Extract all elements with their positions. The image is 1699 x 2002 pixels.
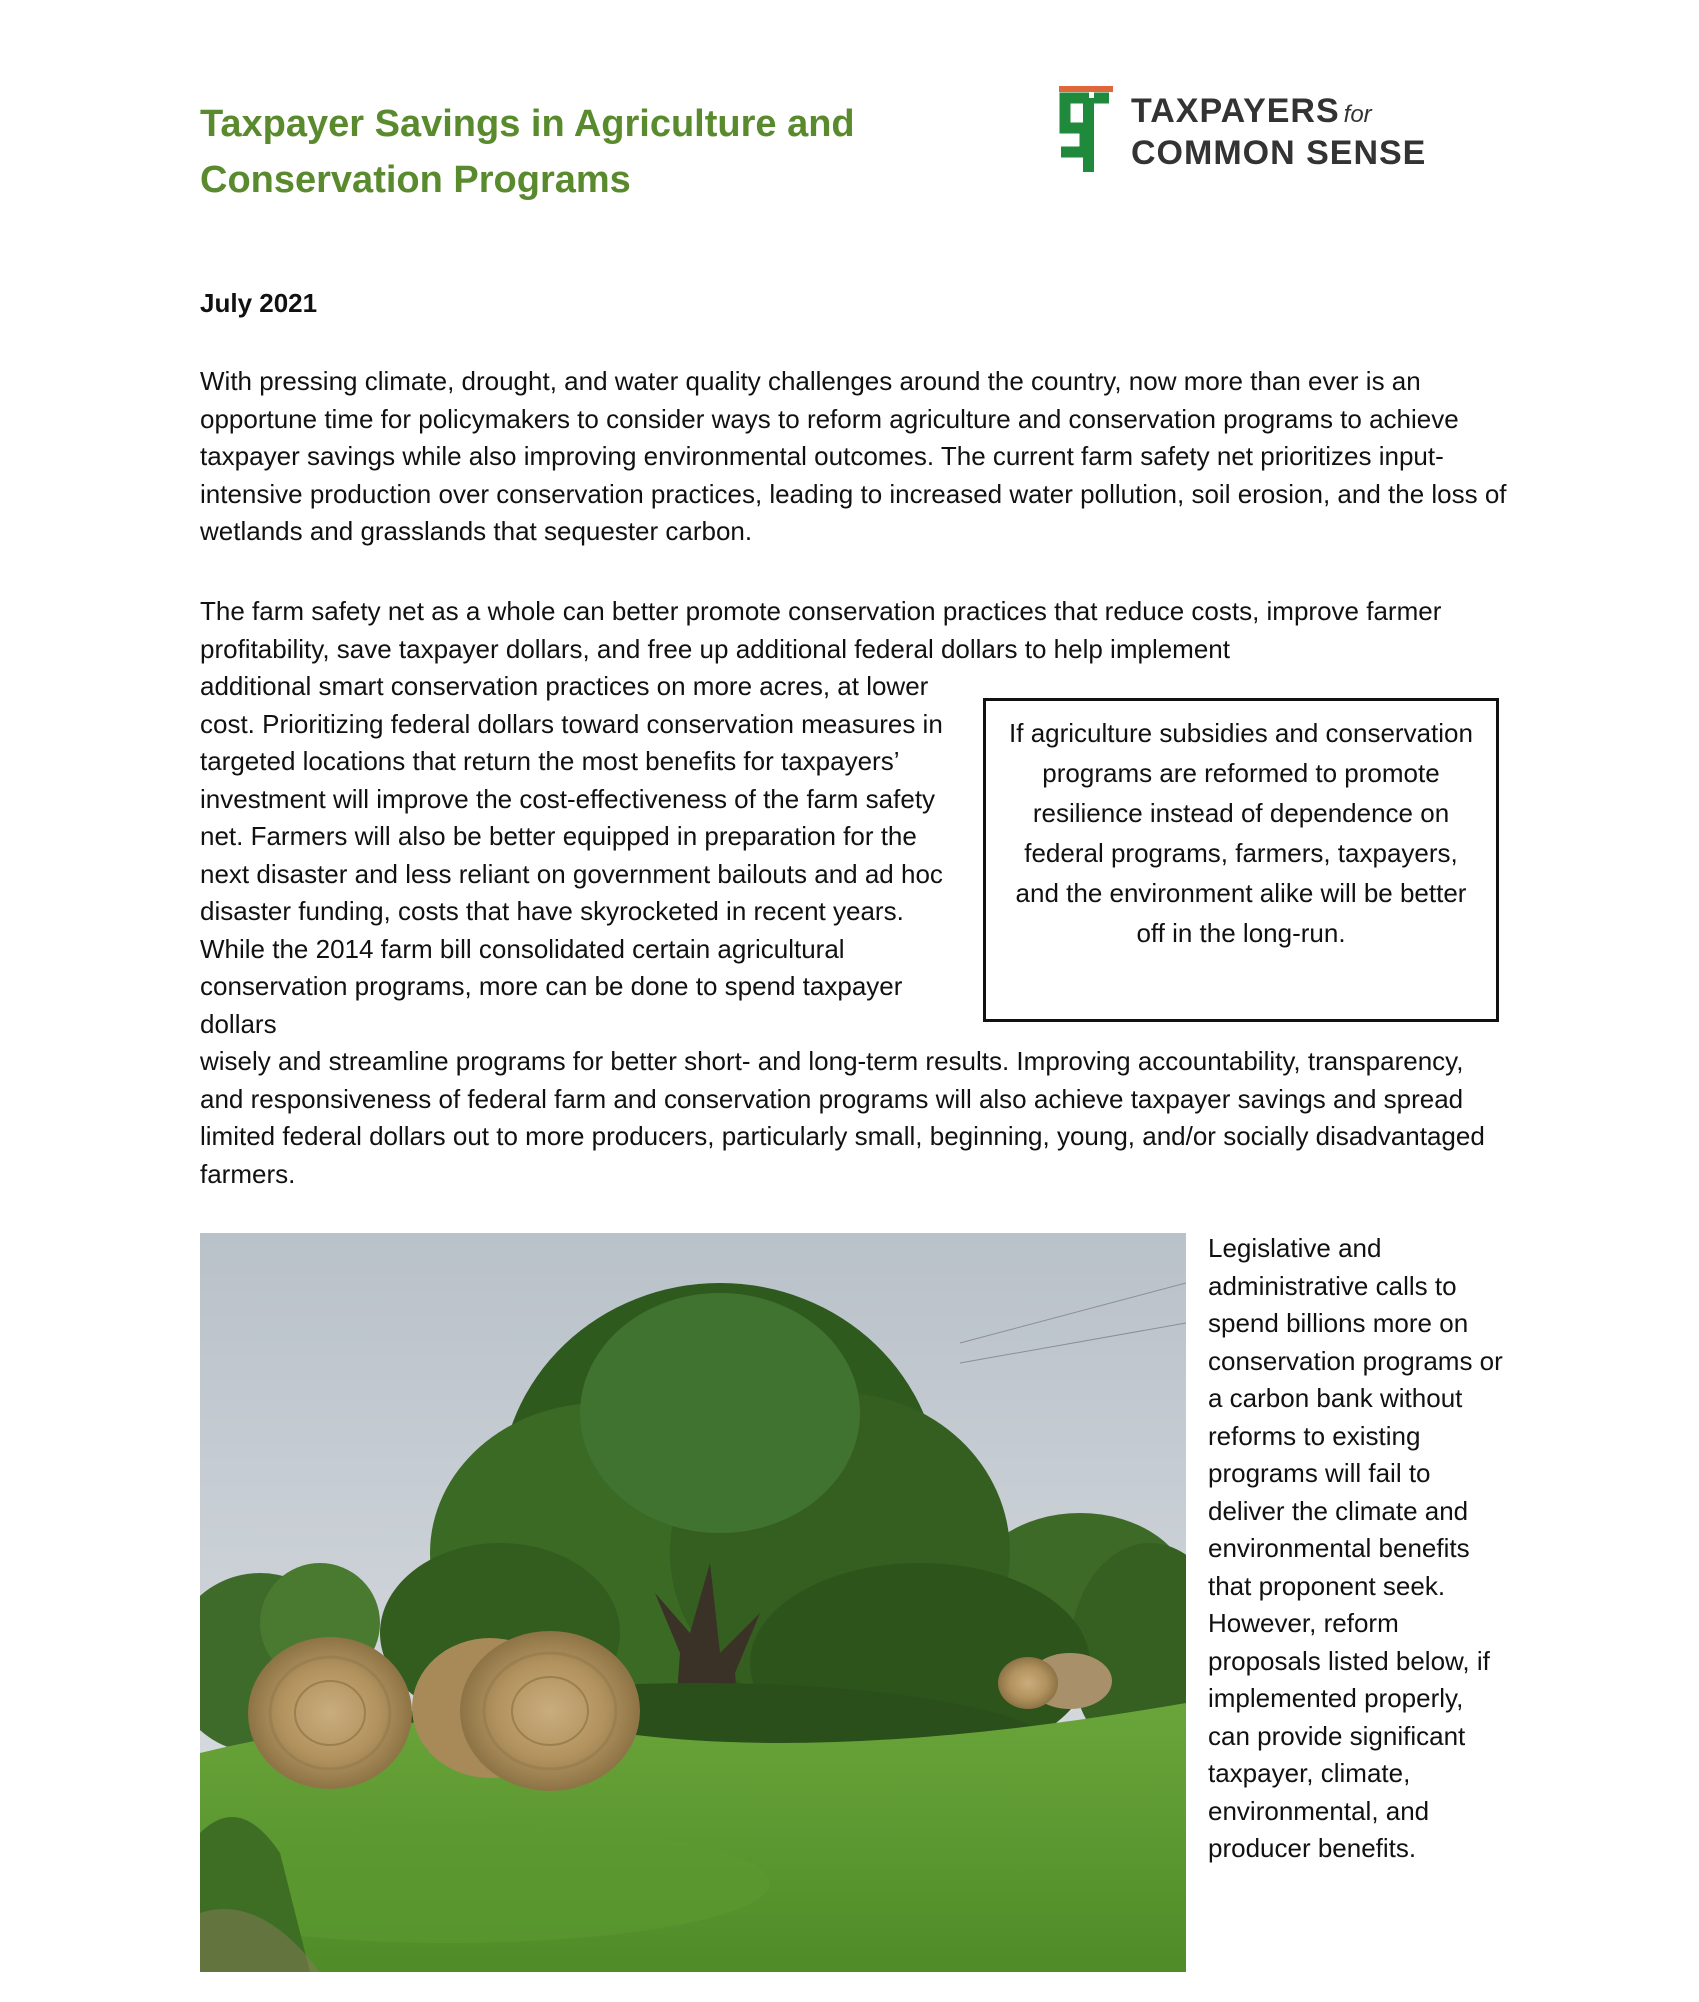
paragraph-2-part-2: additional smart conservation practices on more acres, at lower cost. Prioritizing federal dollars toward conservation measures in targeted locations that return the most benefits for taxpayers’ investment will improve the cost-effectiveness of the farm safety net. Farmers will also be better equipped in preparation for the next disaster and less reliant on government bailouts and ad hoc disaster funding, costs that have skyrocketed in recent years. While the 2014 farm bill consolidated certain agricultural conservation programs, more can be done to spend taxpayer dollars [200, 671, 943, 1039]
taxpayers-for-common-sense-logo [1055, 86, 1475, 176]
logo-line-2: COMMON SENSE [1131, 134, 1427, 172]
publication-date: July 2021 [200, 288, 318, 318]
logo-wordmark [1131, 92, 1426, 172]
pull-quote-box: If agriculture subsidies and conservation programs are reformed to promote resilience instead of dependence on federal programs, farmers, taxpayers, and the environment alike will be better off in the long-run. [983, 698, 1499, 1022]
logo-line-1: TAXPAYERS for [1131, 92, 1372, 130]
sidebar-paragraph: Legislative and administrative calls to spend billions more on conservation programs or a carbon bank without reforms to existing programs will fail to deliver the climate and environmental benefits that proponent seek. However, reform proposals listed below, if implemented properly, can provide significant taxpayer, climate, environmental, and producer benefits. [1208, 1233, 1503, 1863]
logo-for: for [1343, 101, 1372, 128]
photo-illustration [200, 1233, 1186, 1972]
title-line-1: Taxpayer Savings in Agriculture and [200, 103, 855, 145]
hay-bales-tree-photo [200, 1233, 1186, 1972]
page-title [200, 96, 960, 208]
paragraph-2-part-3: wisely and streamline programs for better short- and long-term results. Improving accountability, transparency, and responsiveness of federal farm and conservation programs will also achieve taxpayer savings and spread limited federal dollars out to more producers, particularly small, beginning, young, and/or socially disadvantaged farmers. [200, 1046, 1485, 1189]
paragraph-2-part-1: The farm safety net as a whole can better promote conservation practices that reduce costs, improve farmer profitability, save taxpayer dollars, and free up additional federal dollars to help implement [200, 596, 1442, 664]
tcs-logo-mark-icon [1055, 86, 1117, 172]
title-line-2: Conservation Programs [200, 159, 631, 201]
intro-paragraph: With pressing climate, drought, and water quality challenges around the country, now more than ever is an opportune time for policymakers to consider ways to reform agriculture and conservation programs to achieve taxpayer savings while also improving environmental outcomes. The current farm safety net prioritizes input-intensive production over conservation practices, leading to increased water pollution, soil erosion, and the loss of wetlands and grasslands that sequester carbon. [200, 366, 1507, 546]
